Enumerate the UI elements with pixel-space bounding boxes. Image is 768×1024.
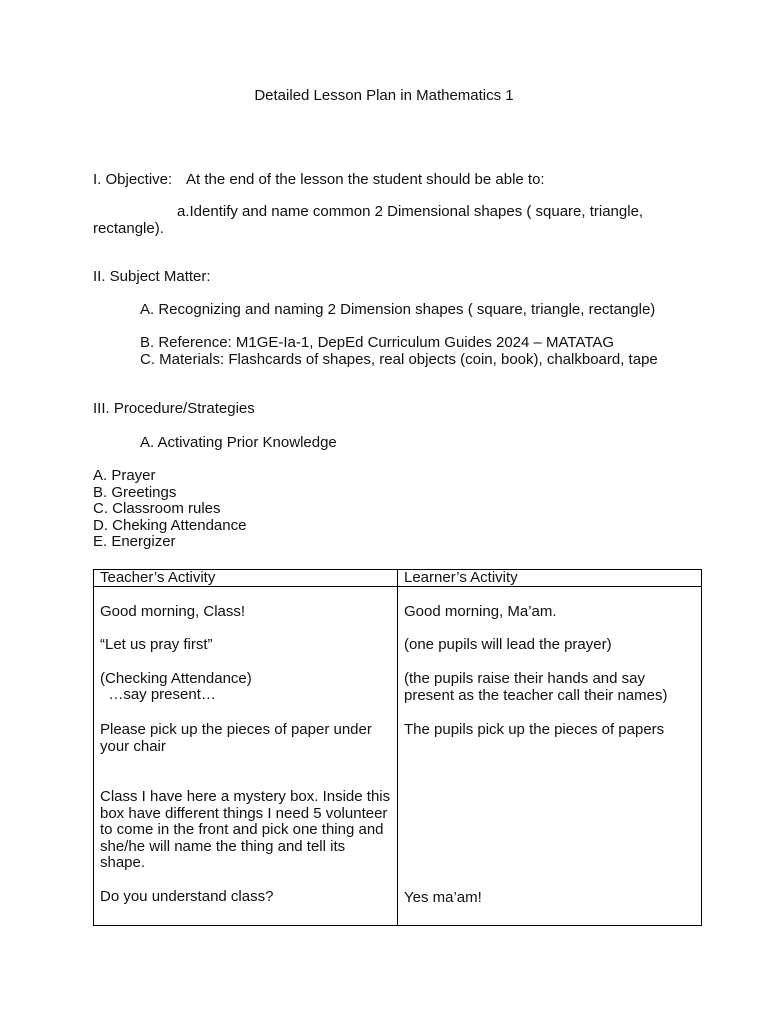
- learner-line: (one pupils will lead the prayer): [404, 636, 612, 653]
- list-item: C. Classroom rules: [93, 500, 221, 517]
- teacher-line: Please pick up the pieces of paper under your chair: [100, 721, 372, 755]
- objective-item: a.Identify and name common 2 Dimensional shapes ( square, triangle, rectangle).: [93, 203, 644, 237]
- teacher-line: Good morning, Class!: [100, 603, 246, 620]
- learner-line: (the pupils raise their hands and say present as the teacher call their names): [404, 670, 668, 704]
- learner-line: Yes ma’am!: [404, 889, 482, 906]
- list-item: E. Energizer: [93, 533, 176, 550]
- learner-line: The pupils pick up the pieces of papers: [404, 721, 665, 738]
- list-item: B. Greetings: [93, 483, 177, 501]
- learner-column-header: Learner’s Activity: [398, 570, 702, 587]
- learner-line: Good morning, Ma’am.: [404, 603, 557, 620]
- teacher-line: Do you understand class?: [100, 888, 274, 905]
- teacher-column-header: Teacher’s Activity: [94, 570, 398, 587]
- table-header-row: [94, 570, 702, 587]
- procedure-heading: III. Procedure/Strategies: [93, 400, 255, 417]
- learner-activity-cell: [398, 587, 702, 926]
- document-title: Detailed Lesson Plan in Mathematics 1: [254, 87, 514, 104]
- teacher-line: (Checking Attendance): [100, 670, 252, 687]
- objective-intro: At the end of the lesson the student should be able to:: [186, 171, 545, 188]
- procedure-subheading: A. Activating Prior Knowledge: [140, 434, 337, 451]
- list-item: D. Cheking Attendance: [93, 516, 247, 534]
- subject-matter-item-b: B. Reference: M1GE-Ia-1, DepEd Curriculum Guides 2024 – MATATAG: [140, 334, 615, 351]
- teacher-activity-cell: [94, 587, 398, 926]
- subject-matter-heading: II. Subject Matter:: [93, 268, 211, 285]
- teacher-line: …say present…: [100, 686, 216, 703]
- subject-matter-item-c: C. Materials: Flashcards of shapes, real objects (coin, book), chalkboard, tape: [140, 351, 658, 368]
- objective-section: [93, 172, 545, 189]
- list-item: A. Prayer: [93, 467, 156, 484]
- teacher-line: “Let us pray first”: [100, 636, 213, 653]
- routine-list: [93, 468, 246, 551]
- table-row: [94, 587, 702, 926]
- subject-matter-item-a: A. Recognizing and naming 2 Dimension shapes ( square, triangle, rectangle): [140, 301, 656, 318]
- objective-label: I. Objective:: [93, 171, 173, 188]
- teacher-line: Class I have here a mystery box. Inside this box have different things I need 5 volunteer to come in the front and pick one thing and she/he will name the thing and tell its shape.: [100, 788, 391, 871]
- activity-table: [93, 569, 702, 926]
